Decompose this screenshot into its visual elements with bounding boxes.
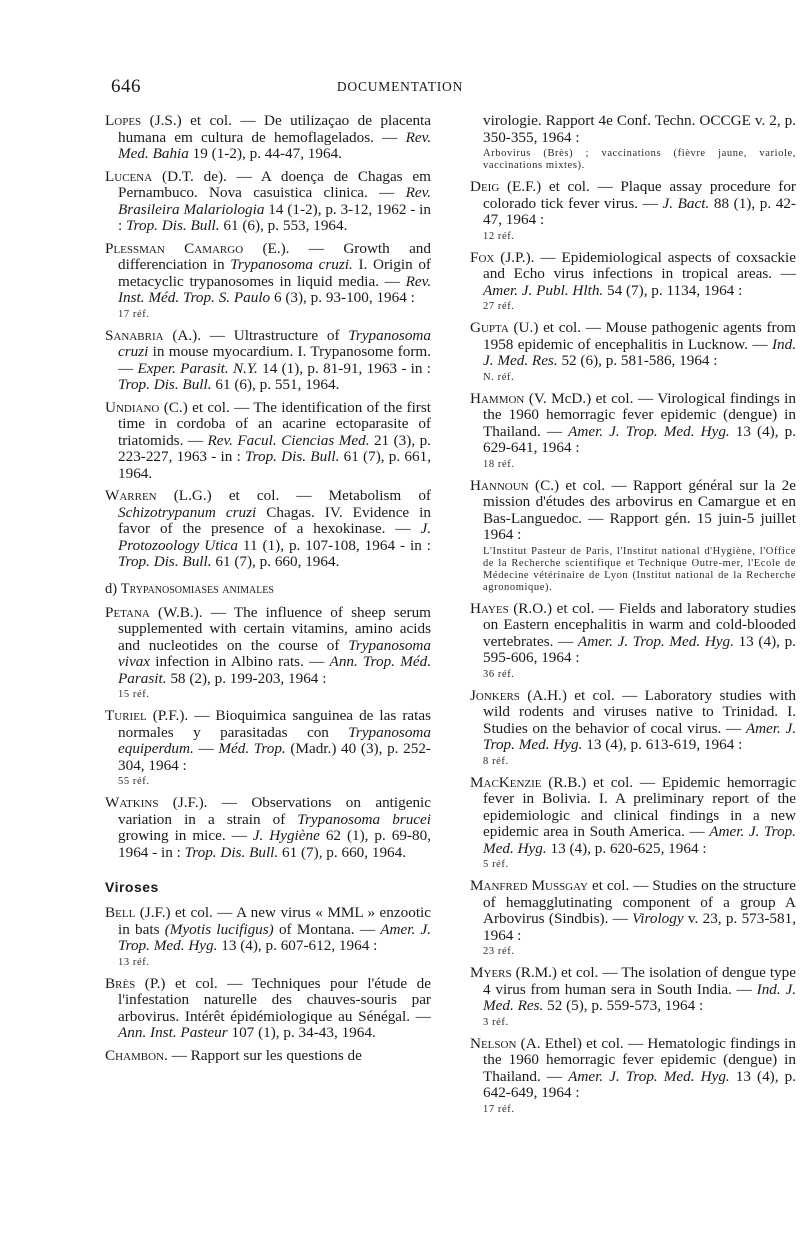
entry-text: (A.). — Ultrastructure of	[163, 326, 349, 344]
entry-author: Bell	[105, 904, 136, 921]
entry-note: 13 réf.	[118, 956, 150, 968]
entry-note: 15 réf.	[118, 689, 150, 700]
entry-text: (P.) et col. — Techniques pour l'étude de l'infestation naturelle des chauves-souris par arbovirus. Intérêt épidémiologique au Sénégal. —	[118, 974, 431, 1025]
entry-author: Hammon	[470, 389, 525, 407]
entry-text: (Madr.) 40 (3), p. 252-304, 1964 :	[118, 740, 431, 774]
entry-text: 52 (6), p. 581-586, 1964 :	[557, 352, 718, 369]
entry-author: Chambon.	[105, 1046, 168, 1064]
entry-author: MacKenzie	[470, 773, 542, 791]
entry-note: 18 réf.	[483, 458, 515, 470]
entry-author: Turiel	[105, 707, 147, 724]
entry-text: v. 23, p. 573-581, 1964 :	[483, 910, 796, 944]
entry-journal: Rev. Facul. Ciencias Med.	[207, 431, 370, 449]
entry-journal: Amer. J. Trop. Med. Hyg.	[568, 1067, 730, 1085]
bibliography-entry	[470, 478, 796, 544]
entry-journal: Amer. J. Trop. Med. Hyg.	[483, 719, 797, 753]
entry-text: 61 (7), p. 660, 1964.	[211, 553, 340, 570]
entry-journal: Trypanosoma equiperdum.	[118, 723, 431, 757]
entry-text: 11 (1), p. 107-108, 1964 - in :	[237, 536, 431, 554]
entry-journal: Trop. Dis. Bull.	[245, 448, 340, 465]
entry-author: Sanabria	[105, 326, 164, 344]
entry-text: (J.P.). — Epidemiological aspects of coxsackie and Echo virus infections in tropical areas. —	[483, 248, 796, 282]
entry-note: 55 réf.	[118, 776, 150, 787]
bibliography-entry	[105, 488, 431, 571]
bibliography-entry	[105, 328, 431, 394]
bibliography-list	[105, 113, 431, 571]
entry-text: (C.) et col. — The identification of the first time in cordoba of an acarine ectoparasite of triatomids. —	[118, 398, 431, 449]
entry-text: (P.F.). — Bioquimica sanguinea de las ratas normales y parasitadas con	[118, 707, 431, 741]
entry-author: Hayes	[470, 599, 509, 617]
entry-author: Warren	[105, 487, 157, 504]
entry-journal: Méd. Trop.	[218, 740, 286, 757]
entry-note: 23 réf.	[483, 946, 515, 957]
entry-text: of Montana. —	[273, 920, 381, 938]
running-head: DOCUMENTATION	[336, 79, 464, 94]
entry-journal: Trop. Dis. Bull.	[126, 217, 220, 234]
entry-author: Jonkers	[470, 686, 520, 704]
entry-note: 12 réf.	[483, 230, 515, 242]
entry-text: (J.S.) et col. — De utilizaçao de placenta humana em cultura de hemoflagelados. —	[118, 112, 431, 146]
entry-text: growing in mice. —	[118, 827, 253, 844]
entry-text: 13 (4), p. 642-649, 1964 :	[483, 1067, 796, 1101]
entry-text: Chagas. IV. Evidence in favor of the presence of a hexokinase. —	[118, 503, 431, 537]
entry-note: 3 réf.	[483, 1016, 509, 1028]
entry-text: 14 (1), p. 81-91, 1963 - in :	[257, 359, 432, 377]
bibliography-entry	[105, 795, 431, 861]
bibliography-entry	[470, 775, 796, 858]
entry-journal: J. Bact.	[662, 194, 710, 212]
bibliography-entry	[105, 976, 431, 1042]
entry-journal: Trypanosoma cruzi	[118, 326, 431, 360]
entry-text: (A. Ethel) et col. — Hematologic findings in the 1960 hemorragic fever epidemic (dengue) in Thailand. —	[483, 1034, 796, 1085]
bibliography-entry	[105, 241, 431, 307]
bibliography-entry	[105, 400, 431, 483]
entry-note: 17 réf.	[118, 308, 150, 320]
bibliography-list	[105, 905, 431, 1064]
bibliography-entry	[470, 391, 796, 457]
entry-author: Brès	[105, 974, 136, 992]
entry-note: N. réf.	[483, 371, 515, 383]
entry-journal: Schizotrypanum cruzi	[118, 503, 257, 521]
entry-text: infection in Albino rats. —	[150, 653, 330, 670]
entry-text: (R.M.) et col. — The isolation of dengue type 4 virus from human sera in South India. —	[483, 964, 796, 998]
entry-journal: Trop. Dis. Bull.	[118, 553, 212, 570]
entry-author: Myers	[470, 964, 512, 981]
section-title: Trypanosomiases animales	[120, 580, 274, 597]
entry-author: Manfred Mussgay	[470, 877, 588, 894]
bibliography-entry	[105, 605, 431, 688]
entry-text: 58 (2), p. 199-203, 1964 :	[166, 669, 327, 687]
entry-text: (C.) et col. — Rapport général sur la 2e mission d'études des arbovirus en Camargue et en Bas-Languedoc. — Rapport gén. 15 juin-5 juillet 1964 :	[483, 476, 796, 543]
entry-text: 88 (1), p. 42-47, 1964 :	[483, 194, 796, 228]
bibliography-entry	[470, 965, 796, 1015]
bibliography-entry	[105, 708, 431, 774]
entry-text: et col. — Studies on the structure of hemagglutinating component of a group A Arbovirus (Sindbis). —	[483, 877, 796, 927]
entry-journal: Ind. J. Med. Res.	[483, 335, 796, 369]
bibliography-entry	[470, 320, 796, 370]
entry-text: — Rapport sur les questions de	[167, 1046, 362, 1064]
bibliography-entry	[105, 169, 431, 235]
section-heading-viroses: Viroses	[105, 879, 159, 895]
bibliography-entry	[470, 179, 796, 229]
entry-journal: Trypanosoma vivax	[118, 636, 431, 670]
entry-text: 13 (4), p. 595-606, 1964 :	[483, 632, 796, 666]
entry-author: Petana	[105, 603, 150, 621]
entry-text: (R.B.) et col. — Epidemic hemorragic fever in Bolivia. I. A preliminary report of the epidemiologic and clinical findings in a new epidemic area in South America. —	[483, 773, 796, 840]
entry-journal: Trop. Dis. Bull.	[118, 376, 212, 393]
bibliography-entry	[470, 878, 796, 944]
entry-author: Nelson	[470, 1034, 517, 1052]
entry-journal: Ind. J. Med. Res.	[483, 980, 796, 1014]
entry-journal: Amer. J. Publ. Hlth.	[483, 281, 604, 299]
entry-text: (D.T. de). — A doença de Chagas em Pernambuco. Nova casuistica clinica. —	[118, 167, 431, 201]
entry-journal: Trop. Dis. Bull.	[184, 843, 279, 861]
entry-text: (E.F.) et col. — Plaque assay procedure for colorado tick fever virus. —	[483, 178, 796, 212]
entry-text: 13 (4), p. 620-625, 1964 :	[546, 839, 707, 857]
entry-journal: Amer. J. Trop. Med. Hyg.	[118, 920, 432, 954]
entry-text: 52 (5), p. 559-573, 1964 :	[543, 997, 704, 1014]
entry-author: Lucena	[105, 167, 153, 185]
entry-text: 13 (4), p. 613-619, 1964 :	[582, 736, 743, 753]
entry-text: (L.G.) et col. — Metabolism of	[156, 487, 431, 504]
bibliography-entry	[470, 601, 796, 667]
entry-text: 19 (1-2), p. 44-47, 1964.	[188, 145, 342, 162]
entry-text: 21 (3), p. 223-227, 1963 - in :	[118, 431, 431, 465]
entry-journal: Rev. Med. Bahia	[118, 128, 431, 162]
entry-author: Undiano	[105, 398, 160, 416]
entry-text: (E.). — Growth and differenciation in	[118, 239, 431, 273]
entry-text: (W.B.). — The influence of sheep serum supplemented with certain vitamins, amino acids and nucleotides on the course of	[118, 603, 431, 654]
bibliography-entry	[470, 1036, 796, 1102]
entry-note: L'Institut Pasteur de Paris, l'Institut national d'Hygiène, l'Office de la Recherche scientifique et Technique Outre-mer, l'Ecole de Médecine vétérinaire de Lyon (Institut national de la Recherche agronomique).	[483, 545, 796, 593]
entry-note: 5 réf.	[483, 859, 509, 870]
entry-text: 61 (7), p. 661, 1964.	[118, 448, 431, 482]
entry-text: 61 (7), p. 660, 1964.	[278, 843, 407, 861]
entry-journal: Virology	[632, 910, 684, 927]
entry-text: 107 (1), p. 34-43, 1964.	[227, 1024, 376, 1041]
entry-text: —	[193, 740, 219, 757]
entry-journal: Ann. Trop. Méd. Parasit.	[118, 653, 432, 687]
entry-note: 17 réf.	[483, 1103, 515, 1115]
page-number: 646	[111, 76, 141, 97]
entry-text: (V. McD.) et col. — Virological findings in the 1960 hemorragic fever epidemic (dengue) in Thailand. —	[483, 389, 796, 440]
entry-journal: Ann. Inst. Pasteur	[118, 1024, 228, 1041]
entry-journal: Rev. Inst. Méd. Trop. S. Paulo	[118, 272, 431, 306]
bibliography-entry	[470, 250, 796, 300]
entry-journal: Amer. J. Trop. Med. Hyg.	[568, 422, 730, 440]
entry-note: Arbovirus (Brès) ; vaccinations (fièvre jaune, variole, vaccinations mixtes).	[483, 148, 796, 171]
entry-journal: Rev. Brasileira Malariologia	[118, 184, 431, 218]
entry-journal: Exper. Parasit. N.Y.	[137, 359, 258, 377]
entry-text: (A.H.) et col. — Laboratory studies with wild rodents and viruses native to Trinidad. I. Studies on the behavior of cocal virus. —	[483, 686, 796, 737]
section-heading-trypanosomiases-animales	[105, 581, 431, 598]
entry-text: 13 (4), p. 607-612, 1964 :	[217, 937, 378, 954]
bibliography-entry	[105, 113, 431, 163]
left-column	[105, 113, 431, 1070]
entry-text: (R.O.) et col. — Fields and laboratory studies on Eastern encephalitis in warm and cold-blooded vertebrates. —	[483, 599, 796, 650]
entry-author: Hannoun	[470, 476, 529, 494]
entry-text: 61 (6), p. 551, 1964.	[211, 376, 340, 393]
entry-journal: J. Hygiène	[252, 827, 320, 844]
entry-text: (U.) et col. — Mouse pathogenic agents from 1958 epidemic of encephalitis in Lucknow. —	[483, 319, 796, 353]
bibliography-entry-continuation	[470, 113, 796, 146]
entry-text: I. Origin of metacyclic trypanosomes in liquid media. —	[118, 256, 431, 290]
bibliography-list	[470, 179, 796, 1116]
entry-note: 27 réf.	[483, 301, 515, 312]
bibliography-entry	[105, 1048, 431, 1065]
entry-text: 14 (1-2), p. 3-12, 1962 - in :	[118, 200, 431, 234]
entry-text: 62 (1), p. 69-80, 1964 - in :	[118, 827, 431, 861]
entry-author: Lopes	[105, 112, 142, 129]
entry-text: (J.F.). — Observations on antigenic variation in a strain of	[118, 794, 431, 828]
bibliography-entry	[470, 688, 796, 754]
section-prefix: d)	[105, 580, 121, 597]
entry-text: virologie. Rapport 4e Conf. Techn. OCCGE v. 2, p. 350-355, 1964 :	[483, 112, 796, 146]
entry-text: 13 (4), p. 629-641, 1964 :	[483, 422, 796, 456]
entry-journal: Trypanosoma brucei	[297, 810, 431, 828]
entry-author: Watkins	[105, 794, 159, 811]
bibliography-list	[105, 605, 431, 862]
entry-text: 6 (3), p. 93-100, 1964 :	[270, 289, 415, 306]
entry-author: Gupta	[470, 319, 509, 336]
bibliography-entry	[105, 905, 431, 955]
entry-journal: Trypanosoma cruzi.	[230, 256, 353, 273]
right-column	[470, 113, 796, 1123]
entry-note: 8 réf.	[483, 755, 509, 767]
entry-journal: Amer. J. Trop. Med. Hyg.	[483, 823, 796, 857]
entry-journal: J. Protozoology Utica	[118, 520, 431, 554]
entry-note: 36 réf.	[483, 668, 515, 680]
entry-author: Deig	[470, 178, 500, 195]
entry-text: (J.F.) et col. — A new virus « MML » enzootic in bats	[118, 904, 431, 938]
entry-text: 54 (7), p. 1134, 1964 :	[603, 281, 743, 299]
entry-text: in mouse myocardium. I. Trypanosome form. —	[118, 343, 431, 377]
entry-journal: Amer. J. Trop. Med. Hyg.	[577, 632, 734, 650]
entry-text: 61 (6), p. 553, 1964.	[219, 217, 348, 234]
entry-author: Fox	[470, 248, 495, 266]
entry-journal: (Myotis lucifigus)	[164, 920, 274, 938]
entry-author: Plessman Camargo	[105, 239, 244, 257]
